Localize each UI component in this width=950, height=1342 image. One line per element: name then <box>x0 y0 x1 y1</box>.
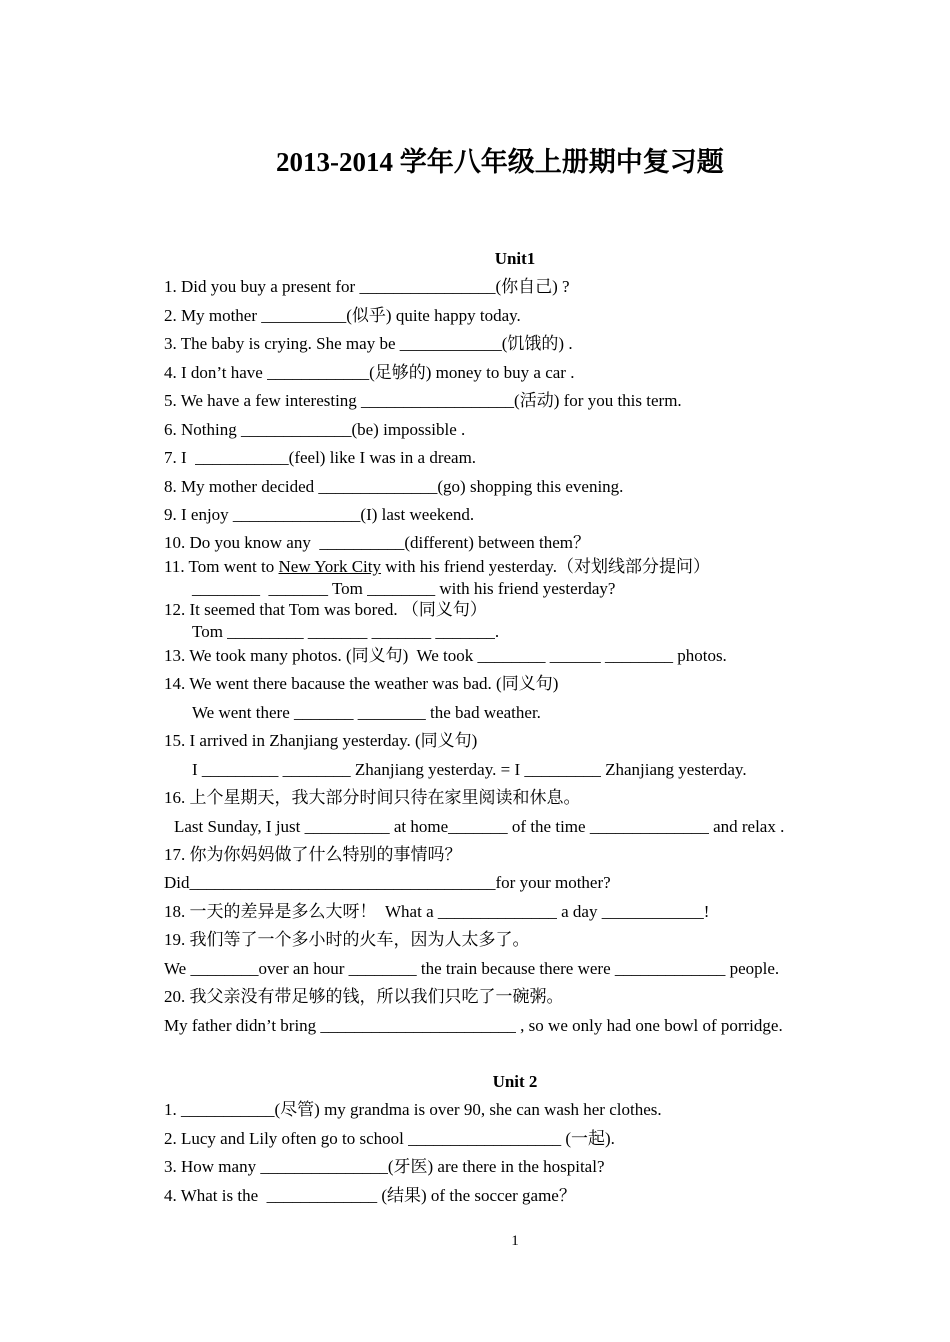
document-title: 2013-2014 学年八年级上册期中复习题 <box>276 147 724 177</box>
u1-question-4: 4. I don’t have ____________(足够的) money to buy a car . <box>164 363 575 382</box>
u2-question-1: 1. ___________(尽管) my grandma is over 90, she can wash her clothes. <box>164 1100 662 1119</box>
underlined-phrase: New York City <box>278 557 382 576</box>
u1-question-11: 11. Tom went to New York City with his friend yesterday.（对划线部分提问） <box>164 557 710 576</box>
u1-question-14-answer: We went there _______ ________ the bad weather. <box>192 703 541 722</box>
u1-question-15: 15. I arrived in Zhanjiang yesterday. (同义句) <box>164 731 478 750</box>
unit1-heading: Unit1 <box>494 249 536 268</box>
u2-question-4: 4. What is the _____________ (结果) of the soccer game？ <box>164 1186 576 1205</box>
u1-question-16-answer: Last Sunday, I just __________ at home_______ of the time ______________ and relax . <box>174 817 785 836</box>
u1-question-16: 16. 上个星期天，我大部分时间只待在家里阅读和休息。 <box>164 788 581 807</box>
u1-question-9: 9. I enjoy _______________(I) last weekend. <box>164 505 475 524</box>
unit2-heading: Unit 2 <box>492 1072 538 1091</box>
u1-question-17: 17. 你为你妈妈做了什么特别的事情吗？ <box>164 845 462 864</box>
u1-question-13: 13. We took many photos. (同义句) We took ________ ______ ________ photos. <box>164 646 727 665</box>
u2-question-2: 2. Lucy and Lily often go to school __________________ (一起). <box>164 1129 615 1148</box>
u1-question-12-answer: Tom _________ _______ _______ _______. <box>192 622 500 641</box>
page-number: 1 <box>511 1233 519 1249</box>
u2-question-3: 3. How many _______________(牙医) are there in the hospital? <box>164 1157 605 1176</box>
u1-question-1: 1. Did you buy a present for ________________(你自己) ? <box>164 277 570 296</box>
u1-question-19: 19. 我们等了一个多小时的火车，因为人太多了。 <box>164 930 530 949</box>
u1-question-12: 12. It seemed that Tom was bored. （同义句） <box>164 600 487 619</box>
u1-question-8: 8. My mother decided ______________(go) shopping this evening. <box>164 477 624 496</box>
u1-question-18: 18. 一天的差异是多么大呀！ What a ______________ a day ____________! <box>164 902 710 921</box>
u1-question-20-answer: My father didn’t bring _______________________ , so we only had one bowl of porridge. <box>164 1016 783 1035</box>
u1-question-2: 2. My mother __________(似乎) quite happy today. <box>164 306 521 325</box>
u1-question-14: 14. We went there bacause the weather was bad. (同义句) <box>164 674 559 693</box>
u1-question-17-answer: Did____________________________________for your mother? <box>164 873 611 892</box>
u1-question-15-answer: I _________ ________ Zhanjiang yesterday. = I _________ Zhanjiang yesterday. <box>192 760 747 779</box>
u1-question-11-answer: ________ _______ Tom ________ with his friend yesterday? <box>192 579 616 598</box>
u1-question-6: 6. Nothing _____________(be) impossible . <box>164 420 466 439</box>
u1-question-20: 20. 我父亲没有带足够的钱，所以我们只吃了一碗粥。 <box>164 987 564 1006</box>
u1-question-3: 3. The baby is crying. She may be ____________(饥饿的) . <box>164 334 573 353</box>
u1-question-19-answer: We ________over an hour ________ the train because there were _____________ people. <box>164 959 780 978</box>
u1-question-7: 7. I ___________(feel) like I was in a dream. <box>164 448 477 467</box>
u1-question-10: 10. Do you know any __________(different) between them？ <box>164 533 591 552</box>
u1-question-5: 5. We have a few interesting __________________(活动) for you this term. <box>164 391 682 410</box>
